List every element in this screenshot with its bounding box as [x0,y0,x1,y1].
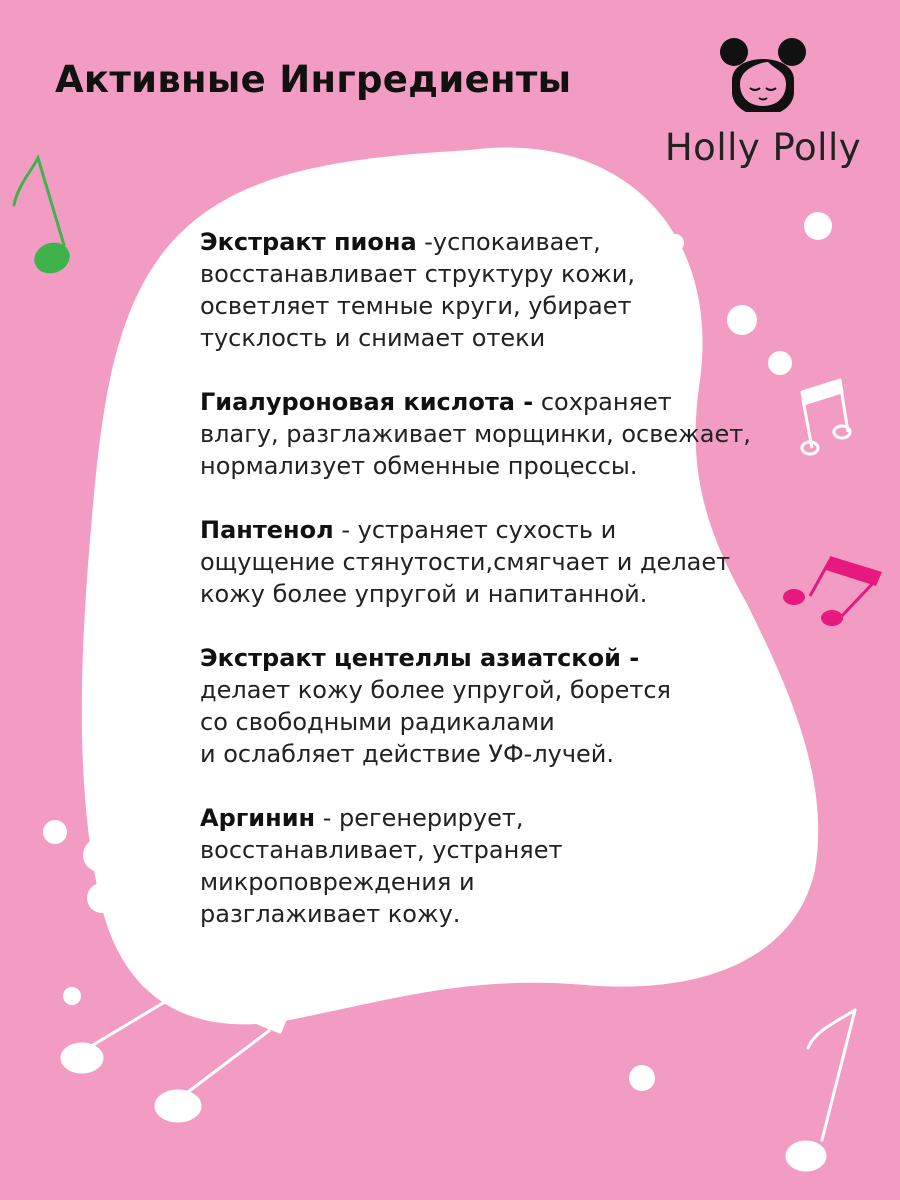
ingredient-description-line: влагу, разглаживает морщинки, освежает, [200,420,751,448]
ingredient-description-line: разглаживает кожу. [200,900,461,928]
ingredient-name: Экстракт центеллы азиатской - [200,644,640,672]
ingredient-name: Гиалуроновая кислота - [200,388,534,416]
ingredient-name: Пантенол [200,516,334,544]
ingredient-description-line: восстанавливает структуру кожи, [200,260,635,288]
girl-face-logo-icon [718,32,808,112]
ingredient-description-line: микроповреждения и [200,868,475,896]
ingredient-description-line: ощущение стянутости,смягчает и делает [200,548,731,576]
ingredient-description: - регенерирует, [315,804,524,832]
ingredients-list [200,226,800,962]
ingredient-description-line: тусклость и снимает отеки [200,324,546,352]
ingredient-description-line: осветляет темные круги, убирает [200,292,632,320]
ingredient-item [200,226,800,354]
ingredient-description-line: и ослабляет действие УФ-лучей. [200,740,615,768]
ingredient-name: Экстракт пиона [200,228,417,256]
music-note-single-white-icon [787,1010,855,1170]
bubble-icon [629,1065,655,1091]
ingredient-item [200,514,800,610]
bubble-icon [83,838,117,872]
ingredient-description: сохраняет [533,388,672,416]
ingredient-description: -успокаивает, [416,228,601,256]
ingredient-description-line: кожу более упругой и напитанной. [200,580,648,608]
music-note-green-icon [14,158,74,278]
ingredient-name: Аргинин [200,804,316,832]
ingredient-item [200,642,800,770]
bubble-icon [63,987,81,1005]
bubble-icon [87,883,117,913]
bubble-icon [804,212,832,240]
page-title: Активные Ингредиенты [55,58,572,101]
ingredient-item [200,386,800,482]
music-note-white-icon [802,380,850,454]
bubble-icon [43,820,67,844]
ingredient-description-line: делает кожу более упругой, борется [200,676,671,704]
ingredient-description-line: восстанавливает, устраняет [200,836,563,864]
brand-name: Holly Polly [664,126,862,169]
ingredient-description: - устраняет сухость и [333,516,617,544]
ingredient-description-line: со свободными радикалами [200,708,555,736]
ingredient-description-line: нормализует обменные процессы. [200,452,638,480]
brand-logo [648,32,878,182]
ingredient-item [200,802,800,930]
